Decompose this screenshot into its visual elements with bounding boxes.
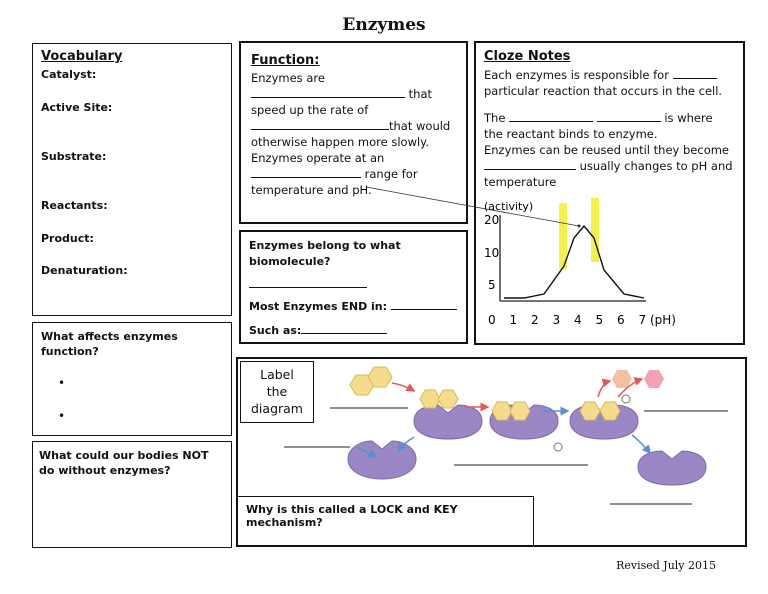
- cloze-line: the reactant binds to enzyme.: [484, 127, 658, 141]
- function-line: speed up the rate of: [251, 103, 369, 117]
- biomolecule-question: Enzymes belong to what biomolecule?: [249, 239, 401, 268]
- arrow-icon: [598, 381, 610, 397]
- function-line: otherwise happen more slowly.: [251, 135, 430, 149]
- cloze-line-tail: usually changes to pH and: [579, 159, 733, 173]
- affects-question: What affects enzymes function?: [41, 330, 178, 358]
- product-icon: [644, 370, 664, 388]
- cloze-line: Enzymes can be reused until they become: [484, 143, 730, 157]
- enzyme-icon: [348, 441, 416, 479]
- vocab-term-active-site: Active Site:: [41, 101, 113, 114]
- substrate-icon: [350, 367, 392, 395]
- lock-key-question: Why is this called a LOCK and KEY mechanism?: [246, 503, 458, 529]
- water-circle-icon: [622, 395, 630, 403]
- x-tick-label: 0: [488, 313, 496, 327]
- x-tick-label: 2: [531, 313, 539, 327]
- vocab-term-reactants: Reactants:: [41, 199, 108, 212]
- y-axis-label: (activity): [484, 200, 534, 213]
- x-tick-label: 7 (pH): [638, 313, 676, 327]
- affects-bullet: •: [58, 409, 66, 423]
- cloze-line-text: Each enzymes is responsible for: [484, 68, 669, 82]
- water-circle-icon: [554, 443, 562, 451]
- x-tick-label: 1: [509, 313, 518, 327]
- page-title: Enzymes: [342, 15, 426, 35]
- function-header: Function:: [251, 53, 320, 68]
- arrow-icon: [632, 435, 650, 453]
- enzyme-icon: [638, 451, 706, 485]
- lock-key-question-box: [238, 496, 534, 546]
- such-as-label: Such as:: [249, 324, 302, 337]
- substrate-hexagon: [510, 402, 530, 420]
- enzyme-icon: [414, 405, 482, 439]
- x-tick-label: 5: [595, 313, 604, 327]
- cloze-line-text: The: [484, 111, 506, 125]
- arrow-icon: [392, 383, 414, 391]
- label-diagram-text: Label the diagram: [251, 367, 303, 416]
- function-line: Enzymes operate at an: [251, 151, 385, 165]
- function-line-tail: that: [408, 87, 433, 101]
- cloze-header: Cloze Notes: [484, 49, 571, 64]
- bodies-question: What could our bodies NOT do without enzymes?: [39, 449, 209, 477]
- y-tick-label: 10: [484, 246, 500, 260]
- function-line: Enzymes are: [251, 71, 325, 85]
- vocab-term-product: Product:: [41, 232, 94, 245]
- revised-date: Revised July 2015: [616, 559, 716, 572]
- cloze-line: temperature: [484, 175, 557, 189]
- x-tick-label: 4: [574, 313, 582, 327]
- y-tick-label: 5: [488, 278, 496, 292]
- product-icon: [612, 370, 632, 388]
- x-tick-label: 6: [617, 313, 625, 327]
- substrate-hexagon: [600, 402, 620, 420]
- vocab-term-catalyst: Catalyst:: [41, 68, 97, 81]
- substrate-hexagon: [492, 402, 512, 420]
- x-tick-label: 3: [552, 313, 561, 327]
- function-line: temperature and pH.: [251, 183, 372, 197]
- vocab-term-denaturation: Denaturation:: [41, 264, 128, 277]
- cloze-line-tail: is where: [664, 111, 713, 125]
- affects-bullet: •: [58, 376, 66, 390]
- function-line-tail: that would: [389, 119, 451, 133]
- substrate-hexagon: [580, 402, 600, 420]
- function-line-tail: range for: [364, 167, 418, 181]
- substrate-hexagon: [438, 390, 458, 408]
- y-tick-label: 20: [484, 213, 500, 227]
- substrate-hexagon: [420, 390, 440, 408]
- vocab-term-substrate: Substrate:: [41, 150, 107, 163]
- end-in-label: Most Enzymes END in:: [249, 300, 388, 313]
- cloze-line: particular reaction that occurs in the cell.: [484, 84, 723, 98]
- vocabulary-header: Vocabulary: [41, 49, 123, 64]
- diagram-box: [236, 357, 747, 547]
